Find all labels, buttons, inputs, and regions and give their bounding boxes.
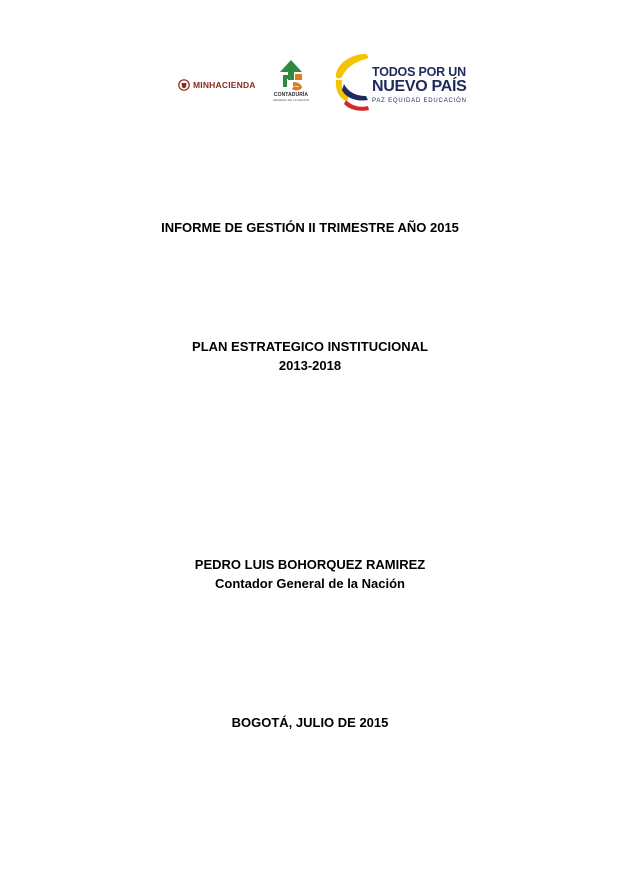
plan-name: PLAN ESTRATEGICO INSTITUCIONAL bbox=[192, 339, 428, 354]
place-date-block bbox=[0, 713, 620, 732]
colombia-coat-of-arms-icon bbox=[178, 79, 190, 91]
plan-block bbox=[0, 337, 620, 375]
nuevo-pais-line2: NUEVO PAÍS bbox=[372, 78, 467, 95]
report-title-block bbox=[0, 218, 620, 237]
place-date: BOGOTÁ, JULIO DE 2015 bbox=[231, 715, 389, 730]
nuevo-pais-tagline: PAZ EQUIDAD EDUCACIÓN bbox=[372, 98, 467, 104]
contaduria-cg-icon bbox=[276, 58, 306, 92]
minhacienda-wordmark: MINHACIENDA bbox=[193, 80, 256, 90]
nuevo-pais-logo bbox=[332, 50, 467, 112]
author-name: PEDRO LUIS BOHORQUEZ RAMIREZ bbox=[194, 557, 426, 572]
author-block bbox=[0, 555, 620, 593]
header-logo-bar bbox=[0, 44, 620, 114]
nuevo-pais-brush-icon bbox=[332, 50, 372, 112]
nuevo-pais-line1: TODOS POR UN bbox=[372, 65, 466, 79]
plan-period: 2013-2018 bbox=[278, 358, 342, 373]
contaduria-subtitle: GENERAL DE LA NACIÓN bbox=[272, 98, 310, 102]
report-title: INFORME DE GESTIÓN II TRIMESTRE AÑO 2015 bbox=[161, 220, 459, 235]
contaduria-logo bbox=[270, 58, 312, 110]
author-role: Contador General de la Nación bbox=[215, 576, 405, 591]
minhacienda-logo bbox=[178, 77, 256, 93]
contaduria-name: CONTADURÍA bbox=[273, 92, 309, 98]
